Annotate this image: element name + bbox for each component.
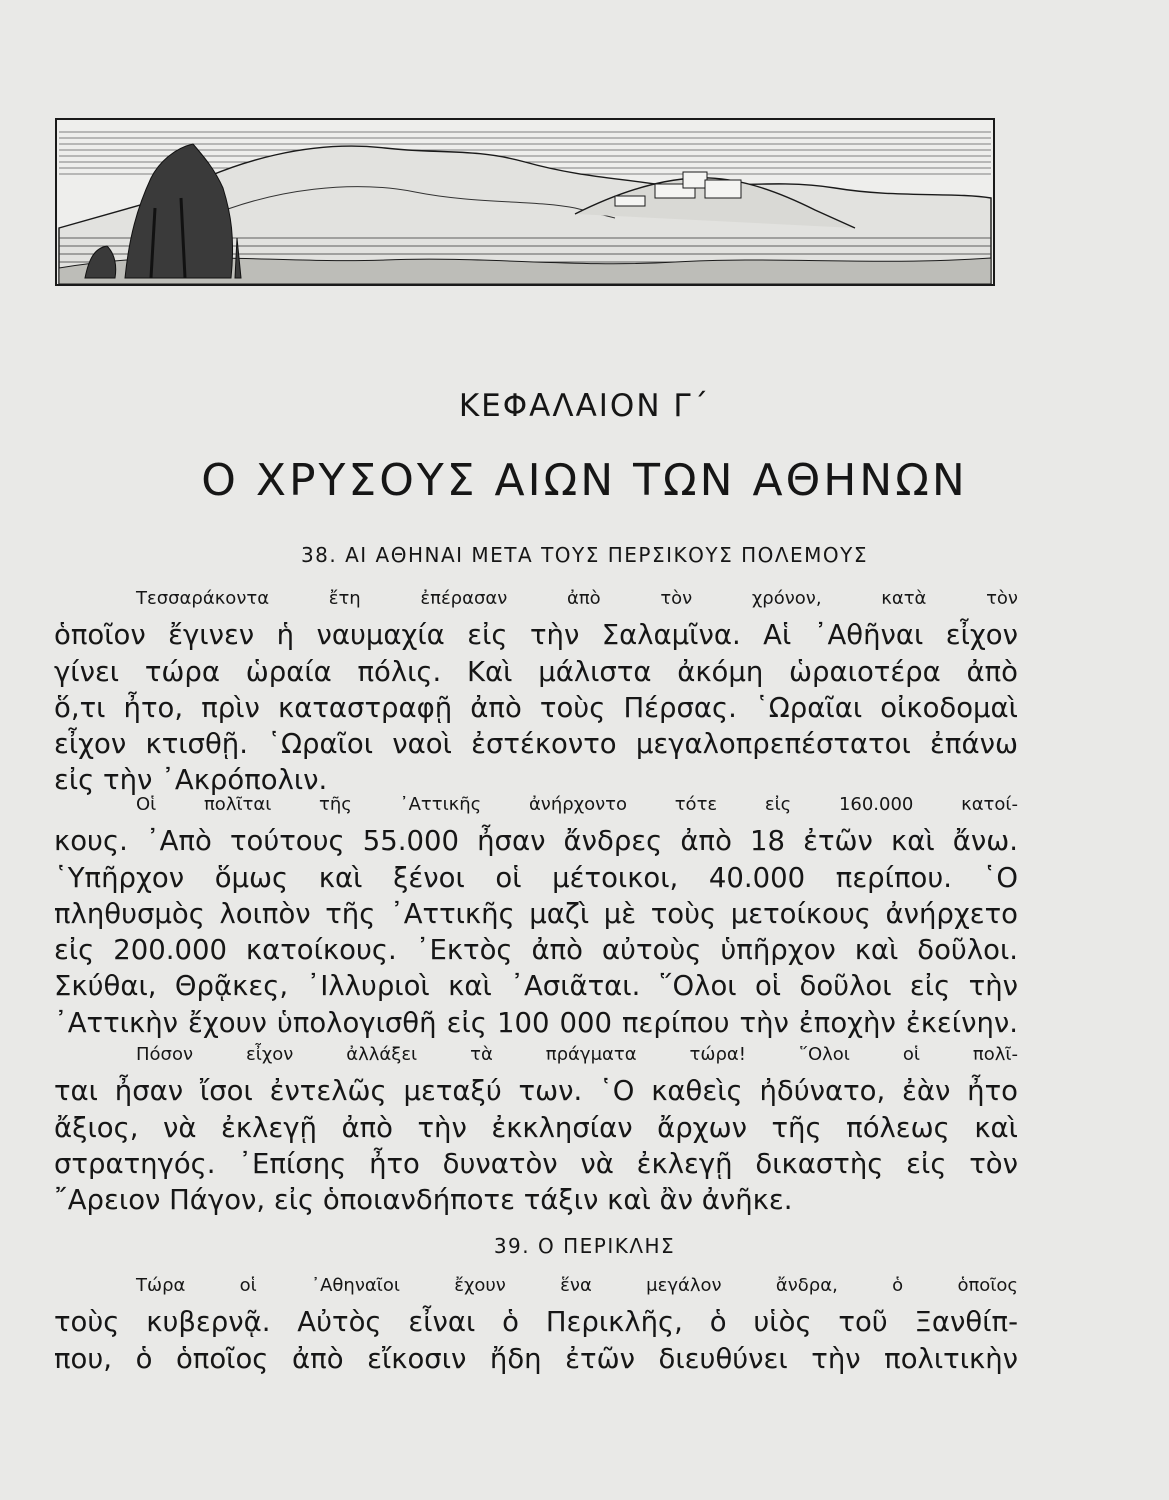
landscape-illustration xyxy=(55,118,995,286)
paragraph-line: κους. ᾿Απὸ τούτους 55.000 ἦσαν ἄνδρες ἀπὸ 18 ἐτῶν καὶ ἄνω. xyxy=(54,825,1018,858)
paragraph-line: εἰς 200.000 κατοίκους. ᾿Εκτὸς ἀπὸ αὐτοὺς ὑπῆρχον καὶ δοῦλοι. xyxy=(54,934,1018,967)
paragraph-line: Τεσσαράκοντα ἔτη ἐπέρασαν ἀπὸ τὸν χρόνον, κατὰ τὸν xyxy=(136,588,1018,609)
acropolis-engraving-icon xyxy=(55,118,995,286)
paragraph-line: Πόσον εἶχον ἀλλάξει τὰ πράγματα τώρα! ῞Ολοι οἱ πολῖ- xyxy=(136,1044,1018,1065)
paragraph-line: Σκύθαι, Θρᾷκες, ᾿Ιλλυριοὶ καὶ ᾿Ασιᾶται. ῞Ολοι οἱ δοῦλοι εἰς τὴν xyxy=(54,970,1018,1003)
paragraph-line: τοὺς κυβερνᾷ. Αὐτὸς εἶναι ὁ Περικλῆς, ὁ υἱὸς τοῦ Ξανθίπ- xyxy=(54,1306,1018,1339)
chapter-label: ΚΕΦΑΛΑΙΟΝ Γ΄ xyxy=(458,388,711,424)
paragraph-line: γίνει τώρα ὡραία πόλις. Καὶ μάλιστα ἀκόμη ὡραιοτέρα ἀπὸ xyxy=(54,655,1018,688)
paragraph xyxy=(54,581,1018,799)
paragraph-line: που, ὁ ὁποῖος ἀπὸ εἴκοσιν ἤδη ἐτῶν διευθύνει τὴν πολιτικὴν xyxy=(54,1342,1018,1375)
paragraph xyxy=(54,787,1018,1041)
paragraph xyxy=(54,1268,1018,1377)
section-heading: 39. Ο ΠΕΡΙΚΛΗΣ xyxy=(493,1234,676,1258)
paragraph xyxy=(54,1037,1018,1218)
paragraph-line: ῾Υπῆρχον ὅμως καὶ ξένοι οἱ μέτοικοι, 40.000 περίπου. ῾Ο xyxy=(54,861,1018,894)
paragraph-line: ὁποῖον ἔγινεν ἡ ναυμαχία εἰς τὴν Σαλαμῖνα. Αἱ ᾿Αθῆναι εἶχον xyxy=(54,619,1018,652)
paragraph-line: ται ἦσαν ἴσοι ἐντελῶς μεταξύ των. ῾Ο καθεὶς ἠδύνατο, ἐὰν ἦτο xyxy=(54,1075,1018,1108)
paragraph-line: εἶχον κτισθῇ. ῾Ωραῖοι ναοὶ ἐστέκοντο μεγαλοπρεπέστατοι ἐπάνω xyxy=(54,728,1018,761)
paragraph-line: ἄξιος, νὰ ἐκλεγῇ ἀπὸ τὴν ἐκκλησίαν ἄρχων τῆς πόλεως καὶ xyxy=(54,1111,1018,1144)
paragraph-line: ῎Αρειον Πάγον, εἰς ὁποιανδήποτε τάξιν καὶ ἂν ἀνῆκε. xyxy=(54,1184,793,1217)
paragraph-line: ᾿Αττικὴν ἔχουν ὑπολογισθῆ εἰς 100 000 περίπου τὴν ἐποχὴν ἐκείνην. xyxy=(54,1006,1018,1039)
chapter-title: Ο ΧΡΥΣΟΥΣ ΑΙΩΝ ΤΩΝ ΑΘΗΝΩΝ xyxy=(201,455,968,506)
paragraph-line: ὅ,τι ἦτο, πρὶν καταστραφῇ ἀπὸ τοὺς Πέρσας. ῾Ωραῖαι οἰκοδομαὶ xyxy=(54,691,1018,724)
paragraph-line: εἰς τὴν ᾿Ακρόπολιν. xyxy=(54,764,328,797)
paragraph-line: Τώρα οἱ ᾿Αθηναῖοι ἔχουν ἕνα μεγάλον ἄνδρα, ὁ ὁποῖος xyxy=(136,1275,1018,1296)
paragraph-line: πληθυσμὸς λοιπὸν τῆς ᾿Αττικῆς μαζὶ μὲ τοὺς μετοίκους ἀνήρχετο xyxy=(54,897,1018,930)
paragraph-line: Οἱ πολῖται τῆς ᾿Αττικῆς ἀνήρχοντο τότε εἰς 160.000 κατοί- xyxy=(136,794,1018,815)
section-heading: 38. ΑΙ ΑΘΗΝΑΙ ΜΕΤΑ ΤΟΥΣ ΠΕΡΣΙΚΟΥΣ ΠΟΛΕΜΟΥΣ xyxy=(300,543,869,567)
paragraph-line: στρατηγός. ᾿Επίσης ἦτο δυνατὸν νὰ ἐκλεγῇ δικαστὴς εἰς τὸν xyxy=(54,1147,1018,1180)
